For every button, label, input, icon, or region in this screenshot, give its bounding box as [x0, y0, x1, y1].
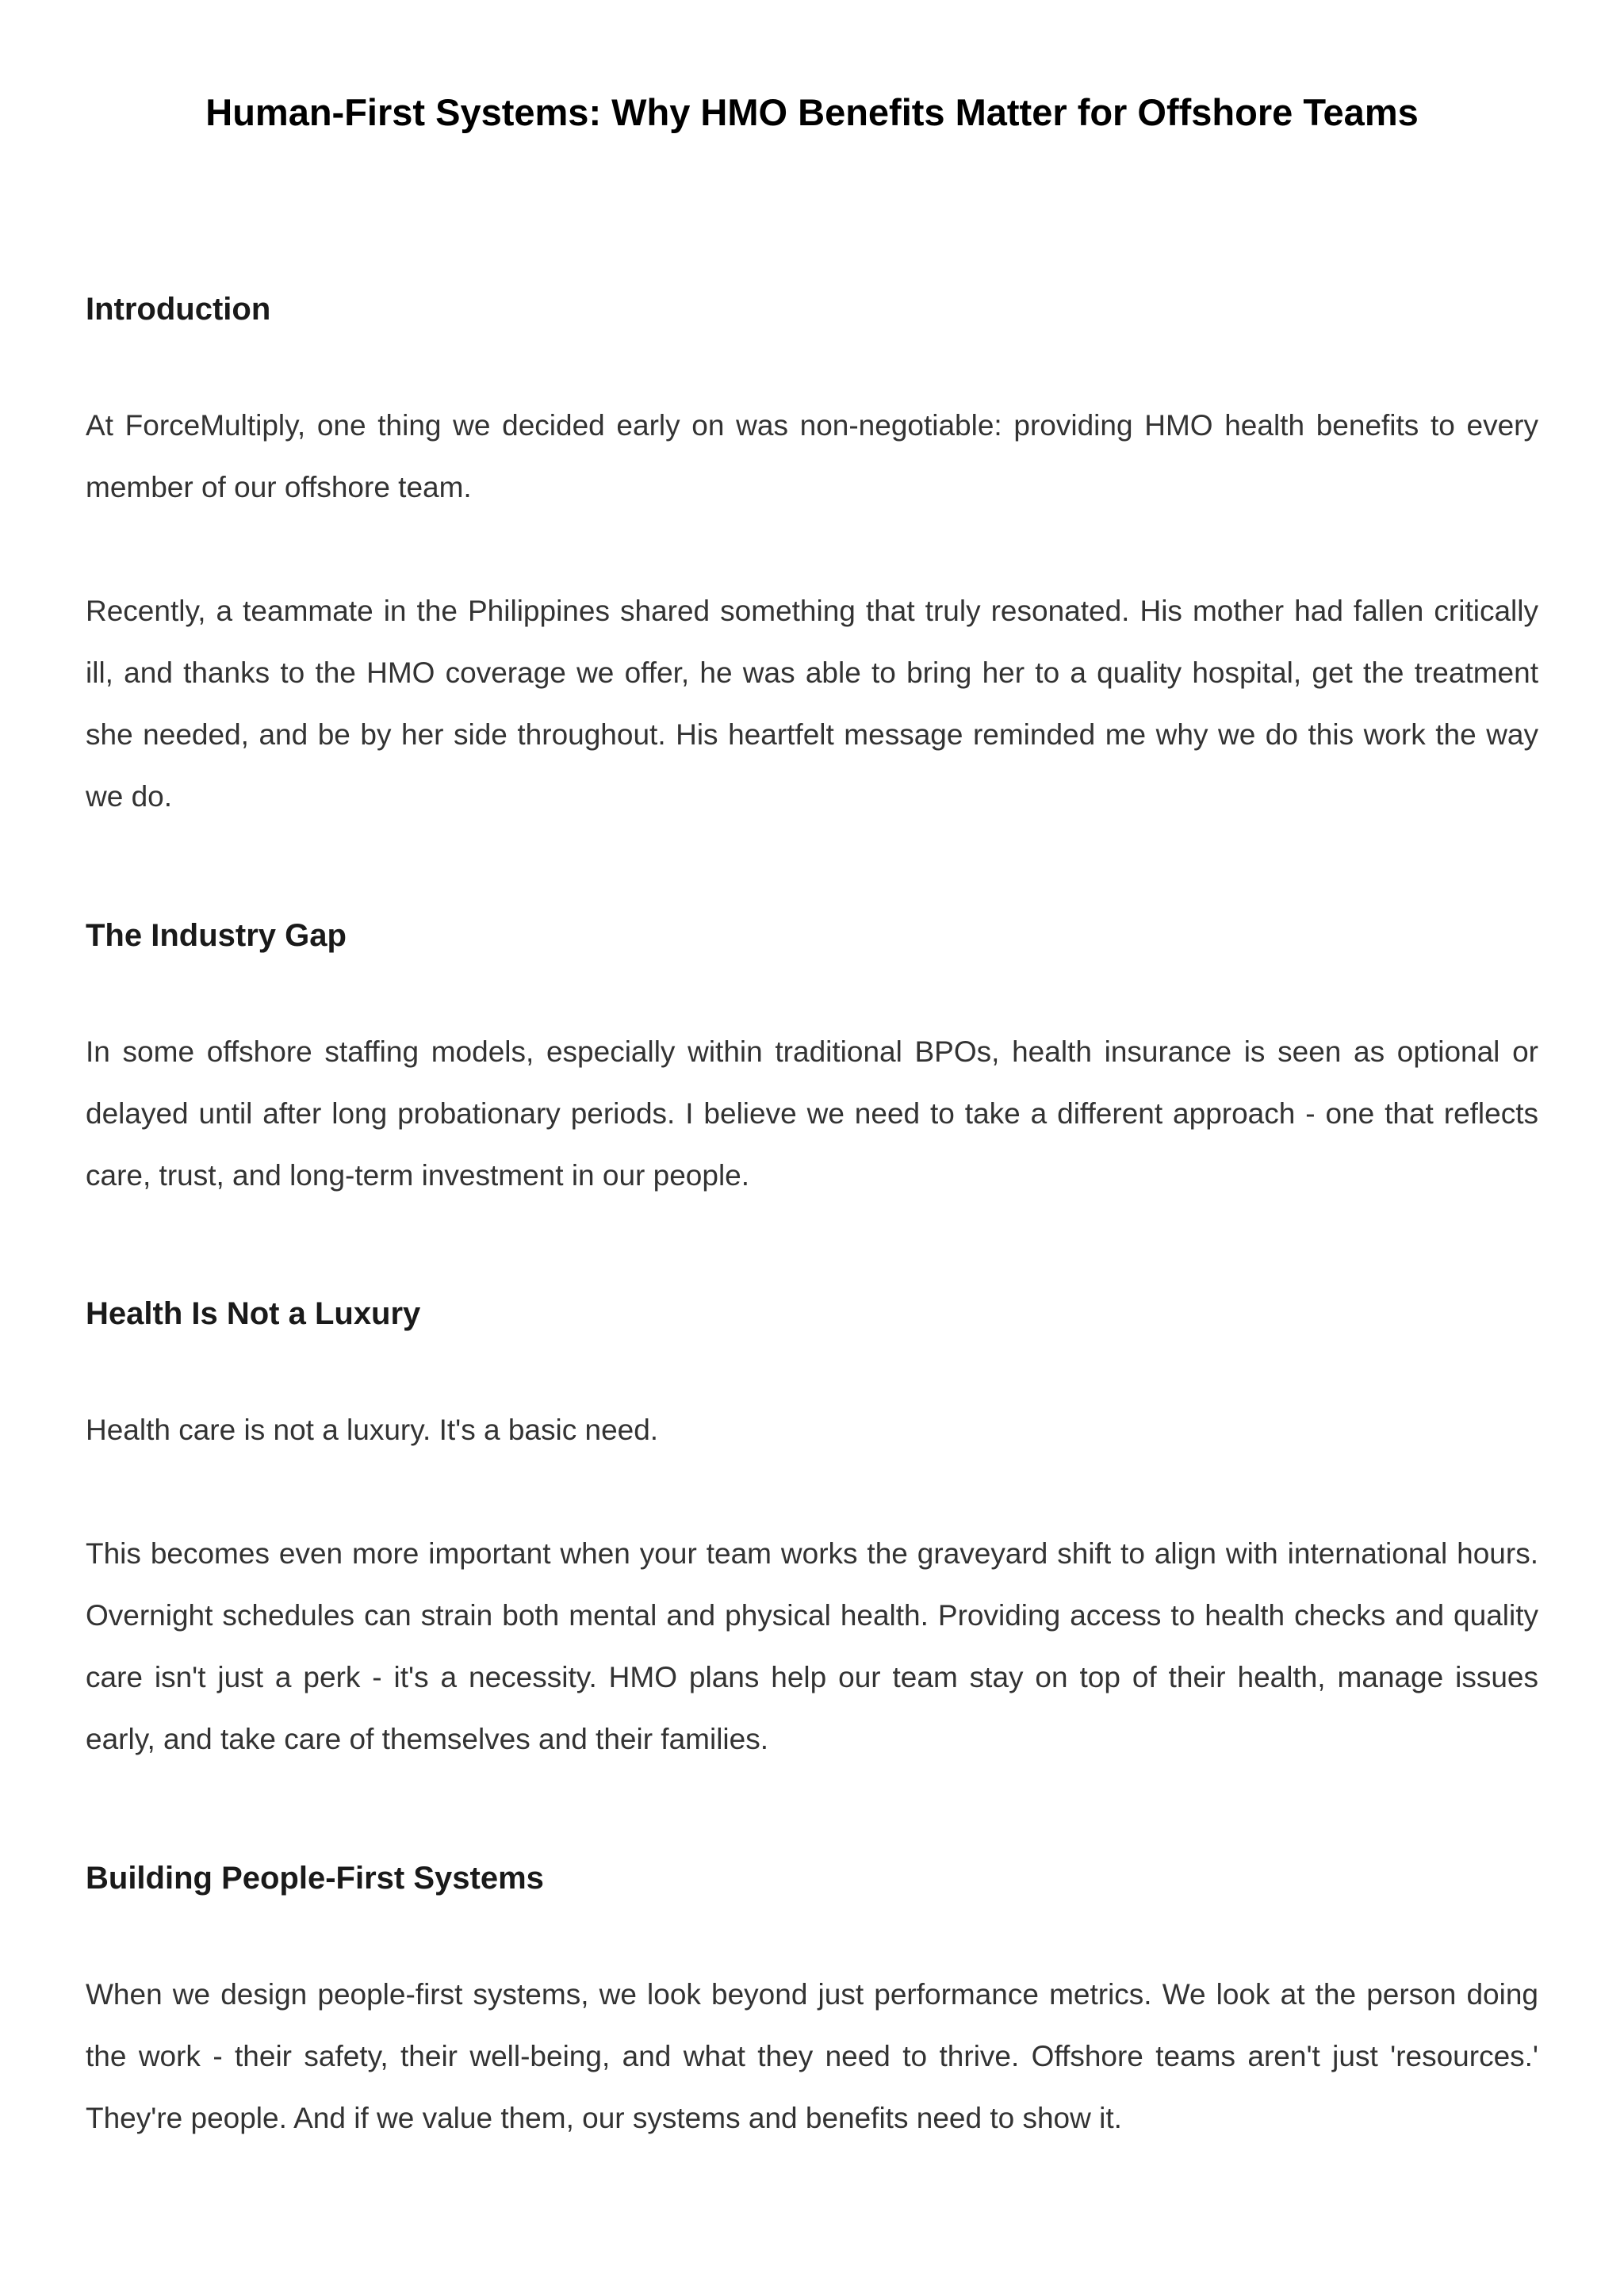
introduction-paragraph-2: Recently, a teammate in the Philippines shared something that truly resonated. His mother had fallen critically ill, and thanks to the HMO coverage we offer, he was able to bring her to a quality hospital, get the treatment she needed, and be by her side throughout. His heartfelt message reminded me why we do this work the way we do.	[86, 595, 1538, 813]
people-first-systems-paragraph: When we design people-first systems, we look beyond just performance metrics. We look at the person doing the work - their safety, their well-being, and what they need to thrive. Offshore teams aren't just 'resources.' They're people. And if we value them, our systems and benefits need to show it.	[86, 1978, 1538, 2134]
introduction-paragraph-1: At ForceMultiply, one thing we decided early on was non-negotiable: providing HMO health benefits to every member of our offshore team.	[86, 409, 1538, 503]
section-heading-people-first-systems: Building People-First Systems	[86, 1861, 544, 1896]
health-paragraph-2: This becomes even more important when your team works the graveyard shift to align with international hours. Overnight schedules can strain both mental and physical health. Providing access to health checks and quality care isn't just a perk - it's a necessity. HMO plans help our team stay on top of their health, manage issues early, and take care of themselves and their families.	[86, 1537, 1538, 1755]
section-heading-health-not-luxury: Health Is Not a Luxury	[86, 1296, 421, 1331]
industry-gap-paragraph: In some offshore staffing models, especially within traditional BPOs, health insurance is seen as optional or delayed until after long probationary periods. I believe we need to take a different approach - one that reflects care, trust, and long-term investment in our people.	[86, 1035, 1538, 1192]
section-heading-industry-gap: The Industry Gap	[86, 918, 347, 953]
document-title: Human-First Systems: Why HMO Benefits Matter for Offshore Teams	[205, 91, 1419, 133]
section-heading-introduction: Introduction	[86, 292, 271, 327]
health-paragraph-1: Health care is not a luxury. It's a basic need.	[86, 1414, 659, 1446]
